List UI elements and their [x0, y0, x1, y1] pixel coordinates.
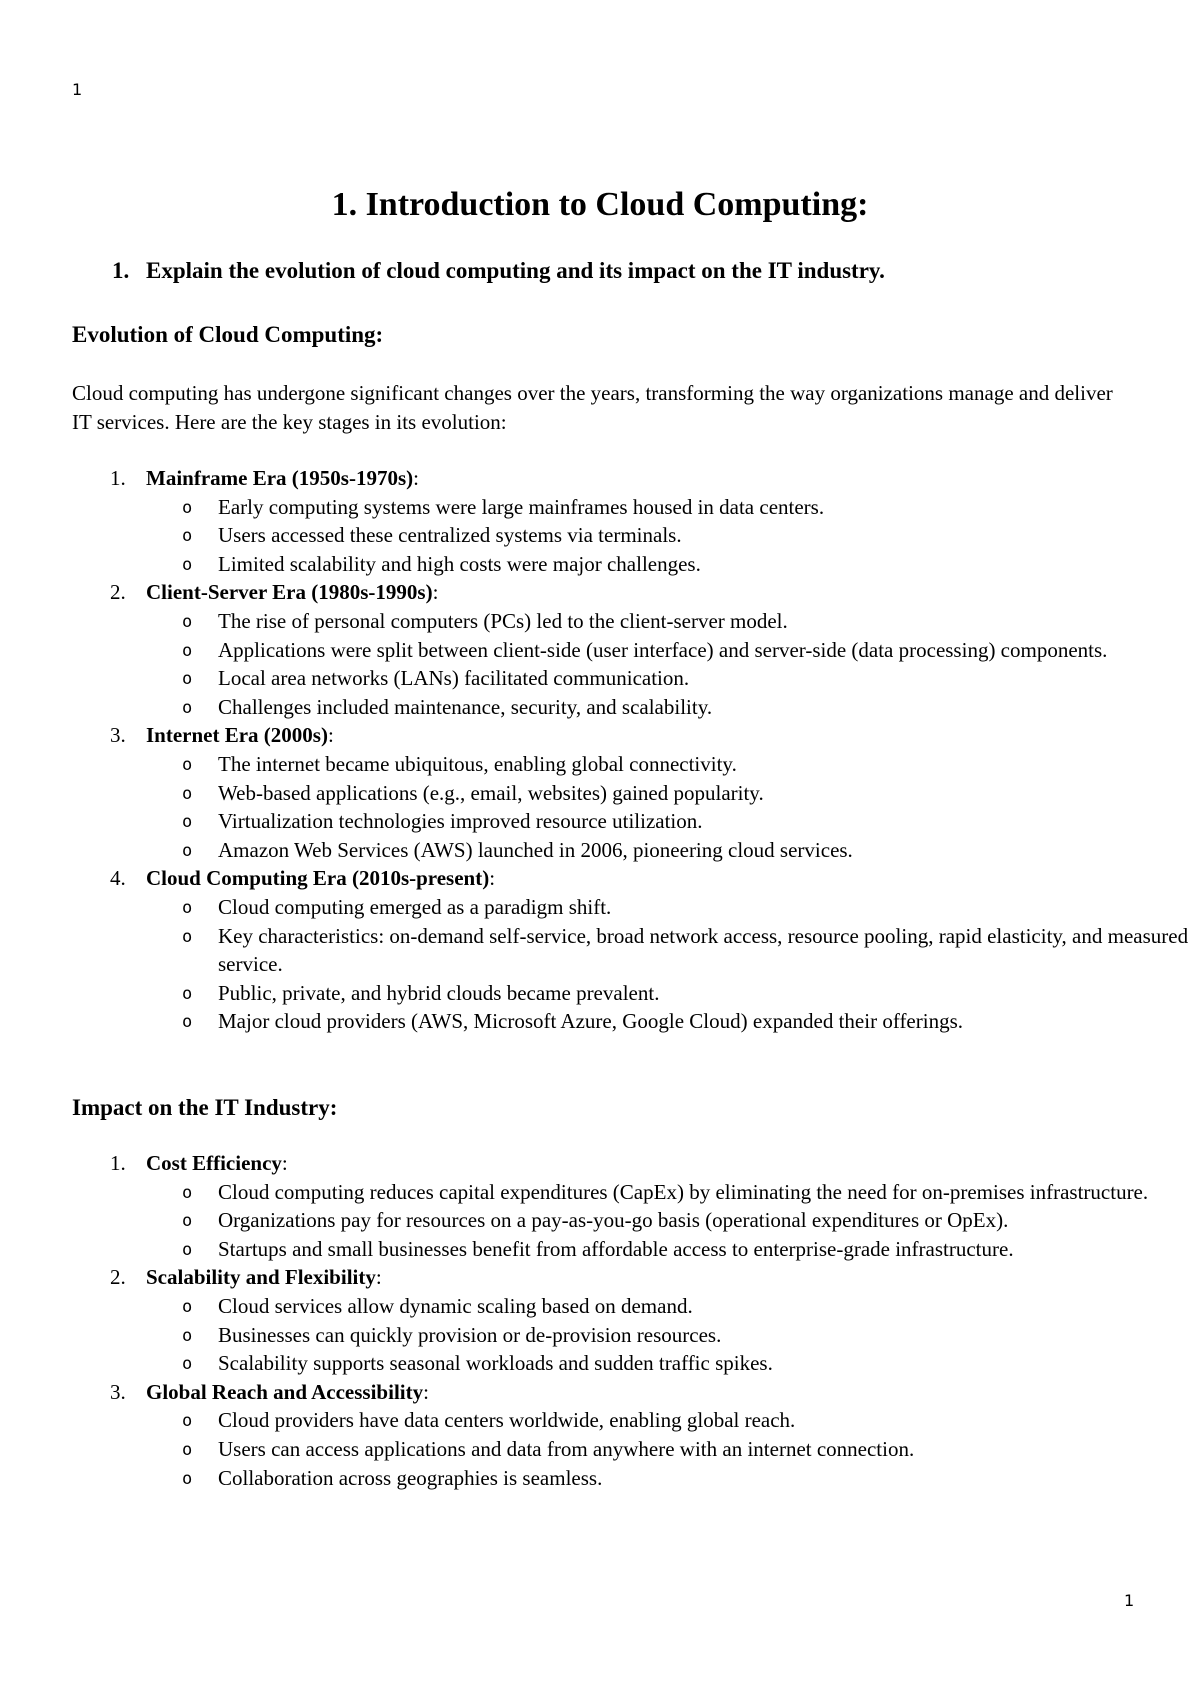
bullet-list	[146, 1292, 1200, 1378]
bullet-text: Virtualization technologies improved resource utilization.	[218, 809, 703, 834]
bullet-item	[72, 1206, 1200, 1235]
stage-title: Global Reach and Accessibility	[146, 1379, 424, 1404]
bullet-marker: o	[182, 611, 193, 632]
stage-title-colon: :	[489, 866, 496, 891]
stage-item	[72, 1378, 1200, 1492]
question-number: 1.	[112, 258, 130, 283]
stage-title: Cost Efficiency	[146, 1151, 282, 1175]
question	[112, 256, 885, 286]
bullet-item	[72, 493, 1200, 522]
bullet-text: Startups and small businesses benefit from affordable access to enterprise-grade infrastructure.	[218, 1236, 1014, 1261]
bullet-text: Users accessed these centralized systems via terminals.	[218, 523, 682, 548]
bullet-item	[72, 607, 1200, 636]
bullet-marker: o	[182, 926, 193, 947]
stage-title: Scalability and Flexibility	[146, 1265, 376, 1290]
bullet-text: Web-based applications (e.g., email, websites) gained popularity.	[218, 780, 764, 805]
bullet-marker: o	[182, 1296, 193, 1317]
bullet-list	[146, 750, 1200, 864]
bullet-marker: o	[182, 783, 193, 804]
bullet-list	[146, 607, 1200, 721]
stage-number: 3.	[110, 723, 126, 748]
stage-number: 1.	[110, 1151, 126, 1175]
bullet-marker: o	[182, 840, 193, 861]
bullet-list	[146, 493, 1200, 579]
bullet-marker: o	[182, 526, 193, 547]
bullet-item	[72, 779, 1200, 808]
stage-title: Mainframe Era (1950s-1970s)	[146, 466, 414, 490]
bullet-text: Public, private, and hybrid clouds became prevalent.	[218, 980, 660, 1005]
bullet-text: Cloud computing emerged as a paradigm shift.	[218, 894, 612, 919]
bullet-text: Key characteristics: on-demand self-service, broad network access, resource pooling, rapid elasticity, and measured service.	[218, 923, 1189, 977]
stage-item	[72, 578, 1200, 721]
bullet-item	[72, 1178, 1200, 1207]
bullet-marker: o	[182, 669, 193, 690]
bullet-item	[72, 836, 1200, 865]
bullet-item	[72, 922, 1200, 979]
evolution-intro: Cloud computing has undergone significant changes over the years, transforming the way organizations manage and deliver IT services. Here are the key stages in its evolution:	[72, 381, 1113, 434]
stage-item	[72, 864, 1200, 1036]
bullet-marker: o	[182, 640, 193, 661]
bullet-item	[72, 807, 1200, 836]
bullet-item	[72, 693, 1200, 722]
bullet-item	[72, 1321, 1200, 1350]
impact-heading: Impact on the IT Industry:	[72, 1095, 338, 1120]
bullet-list	[146, 1406, 1200, 1492]
stage-item	[72, 1263, 1200, 1377]
bullet-text: Local area networks (LANs) facilitated communication.	[218, 666, 690, 691]
evolution-heading: Evolution of Cloud Computing:	[72, 322, 384, 347]
bullet-marker: o	[182, 897, 193, 918]
stage-item	[72, 1149, 1200, 1263]
stage-item	[72, 721, 1200, 864]
bullet-text: Businesses can quickly provision or de-provision resources.	[218, 1322, 722, 1347]
bullet-list	[146, 1178, 1200, 1264]
page-title: 1. Introduction to Cloud Computing:	[331, 186, 869, 223]
page-number-bottom: 1	[1124, 1591, 1135, 1610]
bullet-marker: o	[182, 1325, 193, 1346]
stage-title-colon: :	[423, 1379, 429, 1404]
bullet-text: Users can access applications and data from anywhere with an internet connection.	[218, 1436, 915, 1461]
bullet-marker: o	[182, 497, 193, 518]
stage-number: 1.	[110, 466, 126, 490]
bullet-item	[72, 1464, 1200, 1493]
bullet-item	[72, 1235, 1200, 1264]
bullet-item	[72, 636, 1200, 665]
bullet-text: Applications were split between client-side (user interface) and server-side (data processing) components.	[218, 637, 1108, 662]
stage-number: 3.	[110, 1379, 126, 1404]
stage-title-colon: :	[375, 1265, 382, 1290]
stage-number: 2.	[110, 1265, 126, 1290]
bullet-text: The rise of personal computers (PCs) led to the client-server model.	[218, 608, 788, 633]
bullet-text: Amazon Web Services (AWS) launched in 2006, pioneering cloud services.	[218, 837, 853, 862]
bullet-text: Challenges included maintenance, security, and scalability.	[218, 694, 713, 719]
bullet-item	[72, 550, 1200, 579]
stage-title-colon: :	[281, 1151, 288, 1175]
bullet-marker: o	[182, 1354, 193, 1375]
bullet-item	[72, 1349, 1200, 1378]
stage-title-colon: :	[413, 466, 419, 490]
bullet-marker: o	[182, 1468, 193, 1489]
bullet-text: Major cloud providers (AWS, Microsoft Azure, Google Cloud) expanded their offerings.	[218, 1009, 964, 1034]
bullet-text: Cloud computing reduces capital expenditures (CapEx) by eliminating the need for on-premises infrastructure.	[218, 1179, 1149, 1204]
stage-title: Client-Server Era (1980s-1990s)	[146, 580, 433, 605]
bullet-marker: o	[182, 1182, 193, 1203]
bullet-list	[146, 893, 1200, 1036]
bullet-text: Scalability supports seasonal workloads and sudden traffic spikes.	[218, 1351, 773, 1376]
bullet-text: Cloud providers have data centers worldwide, enabling global reach.	[218, 1408, 796, 1433]
bullet-marker: o	[182, 1211, 193, 1232]
bullet-text: Collaboration across geographies is seamless.	[218, 1465, 603, 1490]
bullet-text: The internet became ubiquitous, enabling global connectivity.	[218, 751, 737, 776]
bullet-item	[72, 1406, 1200, 1435]
stage-title-colon: :	[327, 723, 334, 748]
bullet-text: Limited scalability and high costs were major challenges.	[218, 551, 701, 576]
bullet-item	[72, 664, 1200, 693]
bullet-marker: o	[182, 1411, 193, 1432]
bullet-text: Early computing systems were large mainframes housed in data centers.	[218, 494, 825, 519]
stage-number: 2.	[110, 580, 126, 605]
bullet-marker: o	[182, 1239, 193, 1260]
stage-number: 4.	[110, 866, 126, 891]
bullet-text: Cloud services allow dynamic scaling based on demand.	[218, 1293, 693, 1318]
evolution-stage-list	[72, 464, 1200, 1036]
bullet-marker: o	[182, 812, 193, 833]
question-text: Explain the evolution of cloud computing and its impact on the IT industry.	[146, 258, 885, 283]
bullet-marker: o	[182, 697, 193, 718]
bullet-text: Organizations pay for resources on a pay-as-you-go basis (operational expenditures or OpEx).	[218, 1208, 1009, 1233]
stage-item	[72, 464, 1200, 578]
bullet-item	[72, 893, 1200, 922]
bullet-item	[72, 1435, 1200, 1464]
bullet-marker: o	[182, 1012, 193, 1033]
impact-list	[72, 1149, 1200, 1492]
bullet-marker: o	[182, 754, 193, 775]
bullet-item	[72, 979, 1200, 1008]
stage-title-colon: :	[432, 580, 439, 605]
bullet-item	[72, 1292, 1200, 1321]
stage-title: Internet Era (2000s)	[146, 723, 328, 748]
bullet-item	[72, 1007, 1200, 1036]
page-number-top: 1	[72, 80, 83, 99]
stage-title: Cloud Computing Era (2010s-present)	[146, 866, 490, 891]
bullet-marker: o	[182, 983, 193, 1004]
bullet-marker: o	[182, 1439, 193, 1460]
bullet-item	[72, 521, 1200, 550]
bullet-item	[72, 750, 1200, 779]
bullet-marker: o	[182, 554, 193, 575]
